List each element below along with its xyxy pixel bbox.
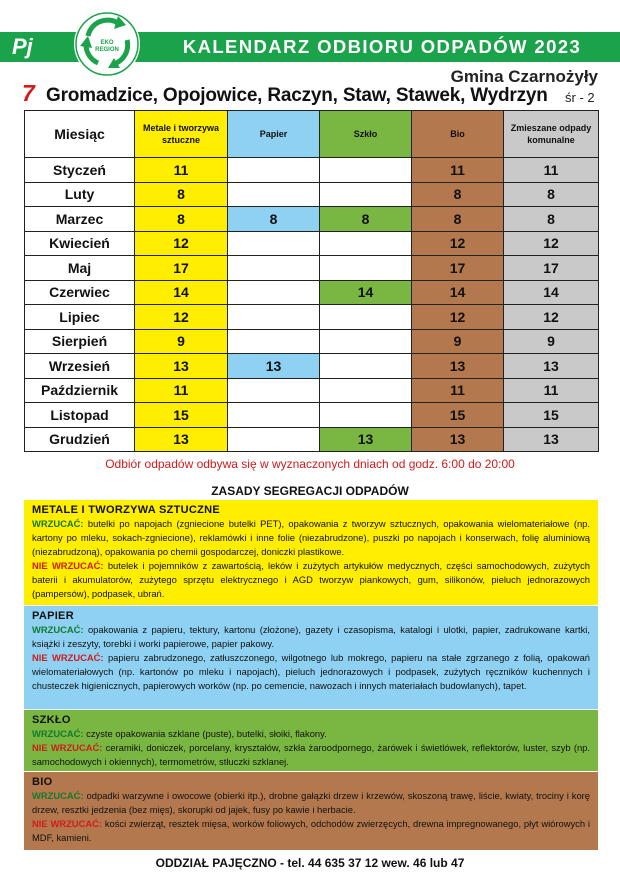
rules-papier-in: opakowania z papieru, tektury, kartonu (złożone), gazety i czasopisma, katalogi i ulotki, papier, zadrukowane kartki, książki i zeszyty, torebki i worki papierowe, papier pakowy. bbox=[32, 624, 590, 649]
table-row bbox=[25, 231, 599, 256]
table-row bbox=[25, 280, 599, 305]
cell-metale: 13 bbox=[135, 427, 228, 452]
cell-papier bbox=[228, 256, 320, 281]
cell-month: Sierpień bbox=[25, 329, 135, 354]
cell-szklo bbox=[320, 305, 412, 330]
cell-papier bbox=[228, 329, 320, 354]
cell-month: Kwiecień bbox=[25, 231, 135, 256]
cell-month: Styczeń bbox=[25, 158, 135, 183]
table-row bbox=[25, 182, 599, 207]
cell-szklo bbox=[320, 354, 412, 379]
cell-bio: 12 bbox=[412, 231, 504, 256]
cell-papier: 8 bbox=[228, 207, 320, 232]
cell-metale: 13 bbox=[135, 354, 228, 379]
rules-szklo-in: czyste opakowania szklane (puste), butelki, słoiki, flakony. bbox=[86, 728, 327, 739]
rules-bio bbox=[24, 772, 598, 850]
table-row bbox=[25, 403, 599, 428]
header-szklo: Szkło bbox=[320, 111, 412, 158]
gmina-name: Gmina Czarnożyły bbox=[450, 67, 598, 86]
table-row bbox=[25, 329, 599, 354]
table-row bbox=[25, 427, 599, 452]
cell-zmieszane: 11 bbox=[504, 158, 599, 183]
table-row bbox=[25, 256, 599, 281]
cell-bio: 14 bbox=[412, 280, 504, 305]
cell-bio: 13 bbox=[412, 354, 504, 379]
cell-szklo: 13 bbox=[320, 427, 412, 452]
cell-zmieszane: 11 bbox=[504, 378, 599, 403]
cell-zmieszane: 8 bbox=[504, 207, 599, 232]
cell-bio: 13 bbox=[412, 427, 504, 452]
in-label: WRZUCAĆ: bbox=[32, 518, 84, 529]
cell-szklo bbox=[320, 158, 412, 183]
cell-month: Luty bbox=[25, 182, 135, 207]
collection-calendar-table bbox=[24, 110, 599, 452]
cell-szklo bbox=[320, 378, 412, 403]
rules-papier bbox=[24, 606, 598, 709]
cell-metale: 12 bbox=[135, 305, 228, 330]
table-row bbox=[25, 305, 599, 330]
cell-zmieszane: 15 bbox=[504, 403, 599, 428]
cell-metale: 8 bbox=[135, 207, 228, 232]
cell-zmieszane: 12 bbox=[504, 231, 599, 256]
rules-title: ZASADY SEGREGACJI ODPADÓW bbox=[211, 484, 409, 498]
cell-month: Maj bbox=[25, 256, 135, 281]
rules-metale bbox=[24, 500, 598, 605]
cell-zmieszane: 8 bbox=[504, 182, 599, 207]
cell-metale: 17 bbox=[135, 256, 228, 281]
cell-bio: 8 bbox=[412, 182, 504, 207]
cell-szklo bbox=[320, 256, 412, 281]
rules-bio-out: kości zwierząt, resztek mięsa, worków foliowych, odchodów zwierzęcych, drewna impregnowanego, płyt wiórowych i MDF, kamieni. bbox=[32, 818, 590, 843]
rules-metale-out: butelek i pojemników z zawartością, leków i zużytych artykułów medycznych, części samochodowych, zużytych baterii i akumulatorów, zużytego sprzętu elektrycznego i AGD tworzyw piankowych, gum, silikonów, pieluch jednorazowych (pampersów), podpasek, ubrań. bbox=[32, 560, 590, 599]
header-zmieszane: Zmieszane odpady komunalne bbox=[504, 111, 599, 158]
cell-month: Wrzesień bbox=[25, 354, 135, 379]
cell-papier bbox=[228, 403, 320, 428]
cell-papier bbox=[228, 231, 320, 256]
cell-month: Październik bbox=[25, 378, 135, 403]
header-bio: Bio bbox=[412, 111, 504, 158]
route-number: 7 bbox=[22, 80, 35, 106]
in-label: WRZUCAĆ: bbox=[32, 728, 84, 739]
eko-region-logo bbox=[74, 10, 140, 78]
cell-metale: 8 bbox=[135, 182, 228, 207]
cell-bio: 8 bbox=[412, 207, 504, 232]
in-label: WRZUCAĆ: bbox=[32, 790, 84, 801]
svg-text:EKO: EKO bbox=[100, 40, 114, 46]
cell-bio: 11 bbox=[412, 158, 504, 183]
cell-szklo: 8 bbox=[320, 207, 412, 232]
cell-szklo bbox=[320, 329, 412, 354]
cell-month: Marzec bbox=[25, 207, 135, 232]
cell-szklo bbox=[320, 182, 412, 207]
cell-metale: 15 bbox=[135, 403, 228, 428]
out-label: NIE WRZUCAĆ: bbox=[32, 560, 104, 571]
svg-text:REGION: REGION bbox=[95, 47, 119, 53]
cell-month: Grudzień bbox=[25, 427, 135, 452]
table-row bbox=[25, 158, 599, 183]
rules-papier-out: papieru zabrudzonego, zatłuszczonego, wilgotnego lub mokrego, papieru na stałe zgrzanego z folią, opakowań wielomateriałowych (np. kartonów po mleku i napojach), pieluch jednorazowych i podpasek, zużytych ręczników kuchennych i chusteczek higienicznych, papierowych worków (np. po cemencie, nawozach i innych materiałach budowlanych), tapet. bbox=[32, 652, 590, 691]
cell-bio: 9 bbox=[412, 329, 504, 354]
rules-szklo-heading: SZKŁO bbox=[32, 714, 71, 726]
cell-papier bbox=[228, 280, 320, 305]
in-label: WRZUCAĆ: bbox=[32, 624, 84, 635]
table-header-row bbox=[25, 111, 599, 158]
cell-szklo: 14 bbox=[320, 280, 412, 305]
collection-hours-note: Odbiór odpadów odbywa się w wyznaczonych dniach od godz. 6:00 do 20:00 bbox=[105, 457, 515, 471]
rules-papier-heading: PAPIER bbox=[32, 610, 74, 622]
header-month: Miesiąc bbox=[25, 111, 135, 158]
cell-bio: 11 bbox=[412, 378, 504, 403]
cell-zmieszane: 14 bbox=[504, 280, 599, 305]
out-label: NIE WRZUCAĆ: bbox=[32, 818, 103, 829]
cell-bio: 17 bbox=[412, 256, 504, 281]
table-row bbox=[25, 378, 599, 403]
rules-metale-heading: METALE I TWORZYWA SZTUCZNE bbox=[32, 504, 221, 516]
header-metale: Metale i tworzywa sztuczne bbox=[135, 111, 228, 158]
cell-papier bbox=[228, 378, 320, 403]
cell-metale: 12 bbox=[135, 231, 228, 256]
region-badge: Pj bbox=[12, 34, 33, 59]
route-localities: Gromadzice, Opojowice, Raczyn, Staw, Stawek, Wydrzyn bbox=[46, 85, 548, 106]
cell-bio: 15 bbox=[412, 403, 504, 428]
cell-zmieszane: 13 bbox=[504, 354, 599, 379]
rules-metale-in: butelki po napojach (zgniecione butelki PET), opakowania z tworzyw sztucznych, opakowania wielomateriałowe (np. kartony po mleku, sokach-zgniecione), reklamówki i inne folie (niezabrudzone), puszki po napojach i konserwach, folię aluminiową (niezabrudzoną), opakowania po chemii gospodarczej, doniczki plastikowe. bbox=[32, 518, 590, 557]
rules-szklo-out: ceramiki, doniczek, porcelany, kryształów, szkła żaroodpornego, żarówek i świetlówek, reflektorów, luster, szyb (np. samochodowych i okiennych), termometrów, stłuczki szklanej. bbox=[32, 742, 590, 767]
contact-footer: ODDZIAŁ PAJĘCZNO - tel. 44 635 37 12 wew. 46 lub 47 bbox=[155, 856, 465, 870]
table-row bbox=[25, 207, 599, 232]
cell-szklo bbox=[320, 403, 412, 428]
table-row bbox=[25, 354, 599, 379]
rules-bio-in: odpadki warzywne i owocowe (obierki itp.), drobne gałązki drzew i krzewów, skoszoną trawę, liście, kwiaty, trociny i korę drzew, resztki jedzenia (bez mięs), skorupki od jajek, fusy po kawie i herbacie. bbox=[32, 790, 590, 815]
cell-szklo bbox=[320, 231, 412, 256]
route-code: śr - 2 bbox=[565, 90, 595, 105]
cell-metale: 11 bbox=[135, 158, 228, 183]
rules-bio-heading: BIO bbox=[32, 776, 53, 788]
header-papier: Papier bbox=[228, 111, 320, 158]
cell-metale: 14 bbox=[135, 280, 228, 305]
rules-szklo bbox=[24, 710, 598, 771]
cell-month: Listopad bbox=[25, 403, 135, 428]
cell-zmieszane: 13 bbox=[504, 427, 599, 452]
cell-metale: 9 bbox=[135, 329, 228, 354]
cell-papier bbox=[228, 427, 320, 452]
cell-metale: 11 bbox=[135, 378, 228, 403]
recycle-icon bbox=[74, 10, 140, 78]
out-label: NIE WRZUCAĆ: bbox=[32, 652, 104, 663]
cell-month: Lipiec bbox=[25, 305, 135, 330]
cell-papier bbox=[228, 158, 320, 183]
cell-papier: 13 bbox=[228, 354, 320, 379]
calendar-title: KALENDARZ ODBIORU ODPADÓW 2023 bbox=[182, 36, 582, 57]
cell-zmieszane: 12 bbox=[504, 305, 599, 330]
out-label: NIE WRZUCAĆ: bbox=[32, 742, 103, 753]
cell-zmieszane: 9 bbox=[504, 329, 599, 354]
cell-bio: 12 bbox=[412, 305, 504, 330]
cell-papier bbox=[228, 182, 320, 207]
cell-month: Czerwiec bbox=[25, 280, 135, 305]
cell-zmieszane: 17 bbox=[504, 256, 599, 281]
cell-papier bbox=[228, 305, 320, 330]
